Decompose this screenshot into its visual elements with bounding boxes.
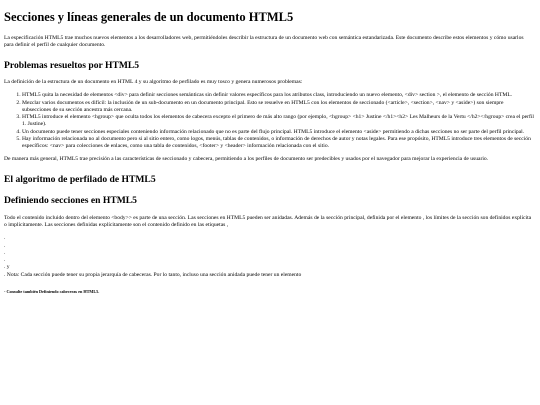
dot-line: . [4,249,6,256]
problems-closing-paragraph: De manera más general, HTML5 trae precisión a las características de seccionado y cabecera, permitiendo a los perfiles de documento ser predecibles y usados por el navegador para mejorar la experiencia de usuario. [4,156,489,163]
intro-paragraph: La especificación HTML5 trae muchos nuevos elementos a los desarrolladores web, permitiéndoles describir la estructura de un documento web con semántica estandarizada. Este documento describe estos elementos y cómo usarlos para definir el perfil de cualquier documento. [4,35,524,49]
dot-line: . [4,257,6,264]
section-tags-lines [4,235,534,279]
problems-lead-paragraph: La definición de la estructura de un documento en HTML 4 y su algoritmo de perfilado es muy tosco y genera numerosos problemas: [4,79,303,86]
see-also-note: - Consulte también Definiendo cabeceras en HTML5. [4,289,100,294]
dot-line: . [4,235,6,242]
problems-list [4,92,534,150]
heading-defining-sections: Definiendo secciones en HTML5 [4,195,137,207]
list-item: 3. HTML5 introduce el elemento <hgroup> que oculta todos los elementos de cabecera excepto el primero de más alto rango (por ejemplo, <hgroup> <h1> Justine </h1><h2> Les Malheurs de la Vertu </h2></hgroup> crea el perfil 1. Justine). [22,114,534,129]
note-line: . Nota: Cada sección puede tener su propia jerarquía de cabeceras. Por lo tanto, incluso una sección anidada puede tener un elemento [4,271,302,278]
list-item: 4. Un documento puede tener secciones especiales conteniendo información relacionado que no es parte del flujo principal. HTML5 introduce el elemento <aside> permitiendo a dichas secciones no ser parte del perfil principal. [22,129,534,136]
defining-sections-paragraph: Todo el contenido incluido dentro del elemento <body>> es parte de una sección. Las secciones en HTML5 pueden ser anidadas. Además de la sección principal, definida por el elemento , los límites de la sección son definidos explícita o implícitamente. Las secciones definidas explícitamente son el contenido definido en las etiquetas , [4,214,532,228]
list-item: 5. Hay información relacionada no al documento pero si al sitio entero, como logos, menús, tablas de contenidos, o información de derechos de autor y notas legales. Para ese propósito, HTML5 introduce tres elementos de sección específicos: <nav> para colecciones de enlaces, como una tabla de contenidos, <footer> y <header> información relacionada con el sitio. [22,136,534,151]
heading-algorithm: El algoritmo de perfilado de HTML5 [4,173,156,185]
page-title: Secciones y líneas generales de un documento HTML5 [4,10,294,24]
list-item: 1. HTML5 quita la necesidad de elementos <div> para definir secciones semánticas sin definir valores específicos para los atributos class, introduciendo un nuevo elemento, <div> section >, el elemento de sección HTML. [22,92,534,99]
y-line: . y [4,264,10,271]
heading-problems: Problemas resueltos por HTML5 [4,59,140,71]
dot-line: . [4,242,6,249]
list-item: 2. Mezclar varios documentos es difícil: la inclusión de un sub-documento en un documento principal. Esto se resuelve en HTML5 con los elementos de seccionado (<article>, <section>, <nav> y <aside>) son siempre subsecciones de su sección ancestra más cercana. [22,100,534,115]
